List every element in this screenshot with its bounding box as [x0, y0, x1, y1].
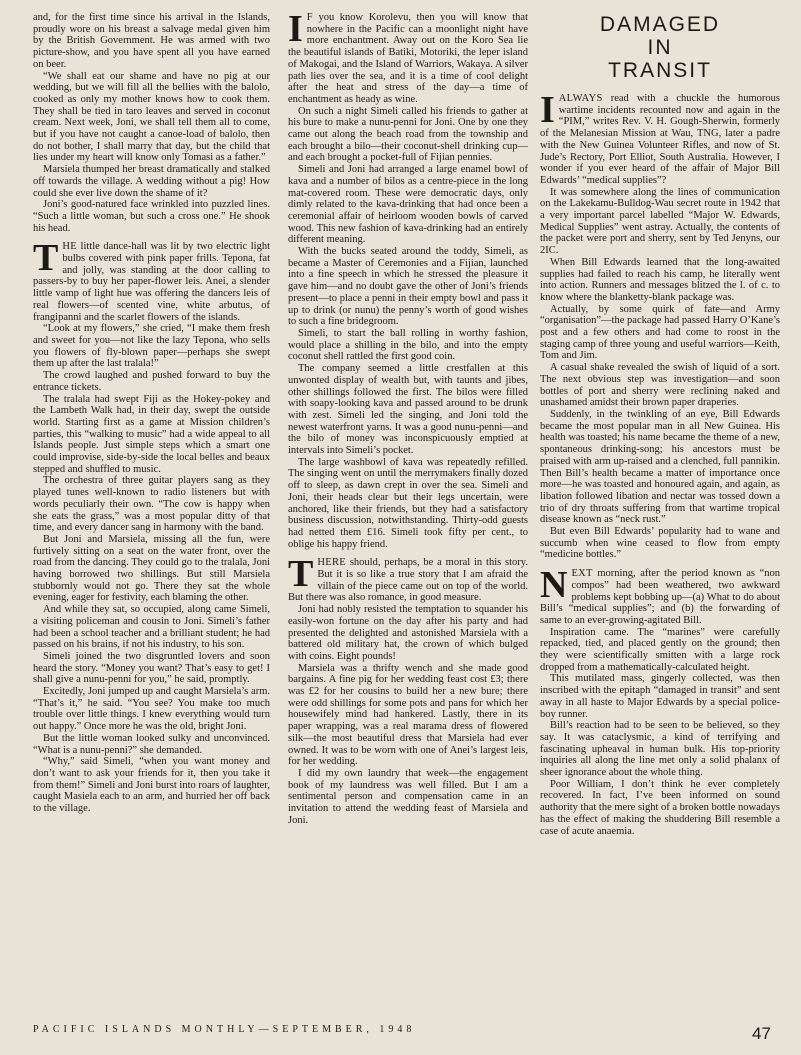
- paragraph: A casual shake revealed the swish of liquid of a sort. The next obvious step was investigation—and soon bottles of port and sherry were reclining naked and unashamed amidst their brown paper draperies.: [540, 362, 780, 409]
- drop-cap: T: [288, 553, 314, 596]
- paragraph: Simeli, to start the ball rolling in worthy fashion, would place a shilling in the bilo, and into the empty coconut shell rattled the first good coin.: [288, 327, 528, 363]
- drop-cap: N: [540, 564, 568, 607]
- paragraph-text: should, perhaps, be a moral in this story. But it is so like a true story that I am afraid the villain of the piece came out on top of the world. But there was also romance, in good measure.: [288, 557, 528, 604]
- paragraph: Joni’s good-natured face wrinkled into puzzled lines. “Such a little woman, but such a cross one.” He shook his head.: [33, 199, 270, 234]
- lead-word: HE: [62, 241, 77, 253]
- paragraph-text: morning, after the period known as “non compos” had been weathered, two awkward problems kept bobbing up—(a) What to do about Bill’s “medical supplies”; and (b) the forwarding of same to an ever-growing-agitated Bill.: [540, 568, 780, 626]
- drop-cap: I: [288, 12, 303, 50]
- paragraph: The orchestra of three guitar players sang as they played tunes well-known to radio listeners but with words peculiarly their own. “The cow is happy when she eats the grass,” was a most popular ditty of that time, and every dancer sang in harmony with the band.: [33, 475, 270, 534]
- paragraph: “Why,” said Simeli, “when you want money and don’t want to ask your friends for it, then you take it from them!” Simeli and Joni burst into roars of laughter, caught Masiela each to an arm, and hurried her off back to the village.: [33, 756, 270, 815]
- paragraph: Marsiela was a thrifty wench and she made good bargains. A fine pig for her wedding feast cost £3; there was £2 for her cousins to build her a new bure; there were odd shillings for some pots and pans for which her housewifely mind had hankered. Lastly, there in its paper wrapping, was a real marama dress of flowered silk—the most beautiful dress that Marsiela had ever owned. It was to be worn with one of Anei’s largest leis, for her wedding.: [288, 662, 528, 768]
- paragraph: Marsiela thumped her breast dramatically and stalked off towards the village. A wedding without a pig! How could she ever live down the shame of it?: [33, 164, 270, 199]
- paragraph-text: little dance-hall was lit by two electric light bulbs covered with pink paper frills. Tepona, fat and jolly, was standing at the door calling to passers-by to buy her paper-flower leis. Anei, a slender little vamp of light hue was offering the dancers leis of real flowers—of scented vine, white arbutus, of frangipanni and the scarlet flowers of the islands.: [33, 241, 270, 323]
- paragraph: But Joni and Marsiela, missing all the fun, were furtively sitting on a seat on the water front, over the road from the dancing. They could go to the tralala, Joni having borrowed two shillings. But still Marsiela stubbornly would not go. There they sat the whole evening, eager for festivity, each blaming the other.: [33, 533, 270, 604]
- paragraph-text: you know Korolevu, then you will know that nowhere in the Pacific can a moonlight night have more enchantment. Away out on the Koro Sea lie the beautiful islands of Batiki, Motoriki, the leper island of Makogai, and the Island of Warriors, Wakaya. A silver path lies over the sea, and it is a time of cool delight after the heat and stress of the day—a time of enchantment as heady as wine.: [288, 12, 528, 105]
- paragraph: The crowd laughed and pushed forward to buy the entrance tickets.: [33, 370, 270, 393]
- headline-line: TRANSIT: [608, 59, 712, 82]
- paragraph: The company seemed a little crestfallen at this unwonted display of wealth but, with taunts and jibes, other shillings followed the first. The bilos were filled with soapy-looking kava and passed around to be drunk with zest. Simeli led the singing, and Joni told the newest waterfront yarns. It was a good nunu-penni—and the bilo of money was inconspicuously emptied at intervals into Simeli’s pocket.: [288, 363, 528, 457]
- headline-line: IN: [647, 36, 673, 59]
- paragraph: Simeli joined the two disgruntled lovers and soon heard the story. “Money you want? That’s easy to get! I shall give a nunu-penni for you,” he said, promptly.: [33, 650, 270, 686]
- paragraph: Poor William, I don’t think he ever completely recovered. In fact, I’ve been informed on sound authority that the mere sight of a broken bottle nowadays has the effect of making the shuddering Bill resemble a case of acute anaemia.: [540, 778, 780, 837]
- paragraph: Actually, by some quirk of fate—and Army “organisation”—the package had passed Harry O’Kane’s post and a few others and had come to roost in the staging camp of three young and useful warriors—Keith, Tom and Jim.: [540, 303, 780, 362]
- paragraph: Simeli and Joni had arranged a large enamel bowl of kava and a number of bilos as a centre-piece in the long mat-covered room. These were democratic days, only dimly related to the kava-drinking that had once been a ceremonial affair of heirloom wooden bowls of carved wood. This new fashion of kava-drinking had an entirely different meaning.: [288, 164, 528, 246]
- paragraph-text: read with a chuckle the humorous wartime incidents recounted now and again in the “PIM,” writes Rev. V. H. Gough-Sherwin, formerly of the Melanesian Mission at Wau, TNG, later a padre with the New Guinea Volunteer Rifles, and now of St. Jude’s Rectory, Port Elliot, South Australia. However, I wonder if you ever heard of the affair of Major Bill Edwards’ “medical supplies”?: [540, 93, 780, 186]
- paragraph: This mutilated mass, gingerly collected, was then inscribed with the epitaph “damaged in transit” and sent away in all haste to Major Edwards by a special police-boy runner.: [540, 673, 780, 720]
- section-paragraph: [288, 12, 528, 106]
- page-number: 47: [752, 1024, 771, 1043]
- paragraph: “We shall eat our shame and have no pig at our wedding, but we will fill all the bellies with the balolo, cooked as only my mother knows how to cook them. They shall be tied in taro leaves and served in coconut cream. Next week, Joni, we shall tell them all to come, but if you have not caught a canoe-load of balolo, then do not bother, I shall marry that day, but the child that lies under my heart will know only Tomasi as a father.”: [33, 70, 270, 164]
- section-paragraph: [288, 553, 528, 604]
- paragraph: But even Bill Edwards’ popularity had to wane and succumb when wine ceased to flow from empty “medicine bottles.”: [540, 526, 780, 561]
- lead-word: HERE: [317, 557, 346, 569]
- lead-word: EXT: [571, 568, 593, 580]
- paragraph: Joni had nobly resisted the temptation to squander his easily-won fortune on the day after his party and had presented the delighted and astonished Marsiela with a battered old military hat, the crown of which bulged with coins. Eight pounds!: [288, 604, 528, 662]
- lead-word: F: [306, 12, 313, 23]
- paragraph: Suddenly, in the twinkling of an eye, Bill Edwards became the most popular man in all New Guinea. His health was toasted; his name became the theme of a new, spontaneous drinking-song; his ancestors must be praised with arm up-raised and a clenched, full pannikin. Then Bill’s health became a matter of importance once more—he was toasted and honoured again, and again, as libation followed libation and nectar was tossed down a trio of dry throats suffering from that wartime tropical disease known as “neck rust.”: [540, 408, 780, 526]
- paragraph: On such a night Simeli called his friends to gather at his bure to make a nunu-penni for Joni. One by one they came out along the beach road from the township and each brought a bilo—their coconut-shell drinking cup—and each brought a pocket-full of Fijian pennies.: [288, 105, 528, 164]
- paragraph: Bill’s reaction had to be seen to be believed, so they say. It was cataclysmic, a kind of terrifying and fascinating upheaval in human bulk. His top-priority inquiries all along the line met only a solid phalanx of sheer ignorance about the whole thing.: [540, 720, 780, 779]
- paragraph: “Look at my flowers,” she cried, “I make them fresh and sweet for you—not like the lazy Tepona, who sells you flowers of fly-blown paper—perhaps she swept them up after the last tralala!”: [33, 323, 270, 370]
- section-paragraph: [540, 89, 780, 187]
- paragraph: With the bucks seated around the toddy, Simeli, as became a Master of Ceremonies and a Fijian, launched into a fine speech in which he stressed the pleasure it gave him—and no doubt gave the other of Joni’s friends present—to place a penni in their empty bowl and pass it up to drink (or nunu) the penny’s worth of good wishes to such a fine bridegroom.: [288, 246, 528, 328]
- section-paragraph: [33, 237, 270, 323]
- paragraph: The large washbowl of kava was repeatedly refilled. The singing went on until the merrymakers finally dozed off to sleep, as dawn crept in over the sea. Simeli and Joni, their heads clear but their legs uncertain, were anchored, like their friends, but they had a satisfactory business discussion, notwithstanding. Thirty-odd guests had netted them £16. Simeli took fifty per cent., to oblige his happy friend.: [288, 456, 528, 550]
- section-paragraph: [540, 564, 780, 627]
- paragraph: I did my own laundry that week—the engagement book of my laundress was well filled. But I am a sentimental person and compensation came in an invitation to attend the wedding feast of Marsiela and Joni.: [288, 768, 528, 826]
- column-left: [33, 12, 270, 1012]
- paragraph: When Bill Edwards learned that the long-awaited supplies had failed to reach his camp, he literally went into action. Runners and messages blitzed the l. of c. to know where the blanketty-blank package was.: [540, 256, 780, 303]
- article-headline: [540, 14, 780, 81]
- paragraph: The tralala had swept Fiji as the Hokey-pokey and the Lambeth Walk had, in their day, swept the outside world. Starting first as a game at Mission children’s parties, this “walking to music” had a wide appeal to all Islands people. Just simple steps which a smart one could improvise, side-by-side the local belles and beaux stepped and shuffled to music.: [33, 393, 270, 475]
- headline-line: DAMAGED: [599, 13, 721, 36]
- footer-running-title: PACIFIC ISLANDS MONTHLY—SEPTEMBER, 1948: [33, 1024, 416, 1035]
- paragraph: It was somewhere along the lines of communication on the Lakekamu-Bulldog-Wau secret route in 1942 that a very important parcel labelled “Major W. Edwards, Medical Supplies” went astray. Actually, the contents of the packet were port and sherry, sent by Ted Jenyns, our 2IC.: [540, 186, 780, 257]
- paragraph: Excitedly, Joni jumped up and caught Marsiela’s arm. “That’s it,” he said. “You see? You make too much trouble over little things. I knew everything would turn out happy.” Once more he was the old, bright Joni.: [33, 686, 270, 733]
- paragraph: Inspiration came. The “marines” were carefully repacked, tied, and placed gently on the ground; then they were scientifically smitten with a large rock dropped from a mathematically-calculated height.: [540, 626, 780, 673]
- paragraph: and, for the first time since his arrival in the Islands, proudly wore on his breast a salvage medal given him by the British Government. He was armed with two picture-show, and you have spent all you have earned on beer.: [33, 12, 270, 70]
- column-right: [540, 12, 780, 1012]
- paragraph: But the little woman looked sulky and unconvinced. “What is a nunu-penni?” she demanded.: [33, 732, 270, 756]
- paragraph: And while they sat, so occupied, along came Simeli, a visiting policeman and cousin to Joni. Simeli’s father had been a school teacher and a brilliant student; he had passed on his brains, if not his industry, to his son.: [33, 604, 270, 651]
- column-middle: [288, 12, 528, 1012]
- lead-word: ALWAYS: [558, 93, 603, 104]
- drop-cap: T: [33, 237, 59, 280]
- drop-cap: I: [540, 89, 555, 131]
